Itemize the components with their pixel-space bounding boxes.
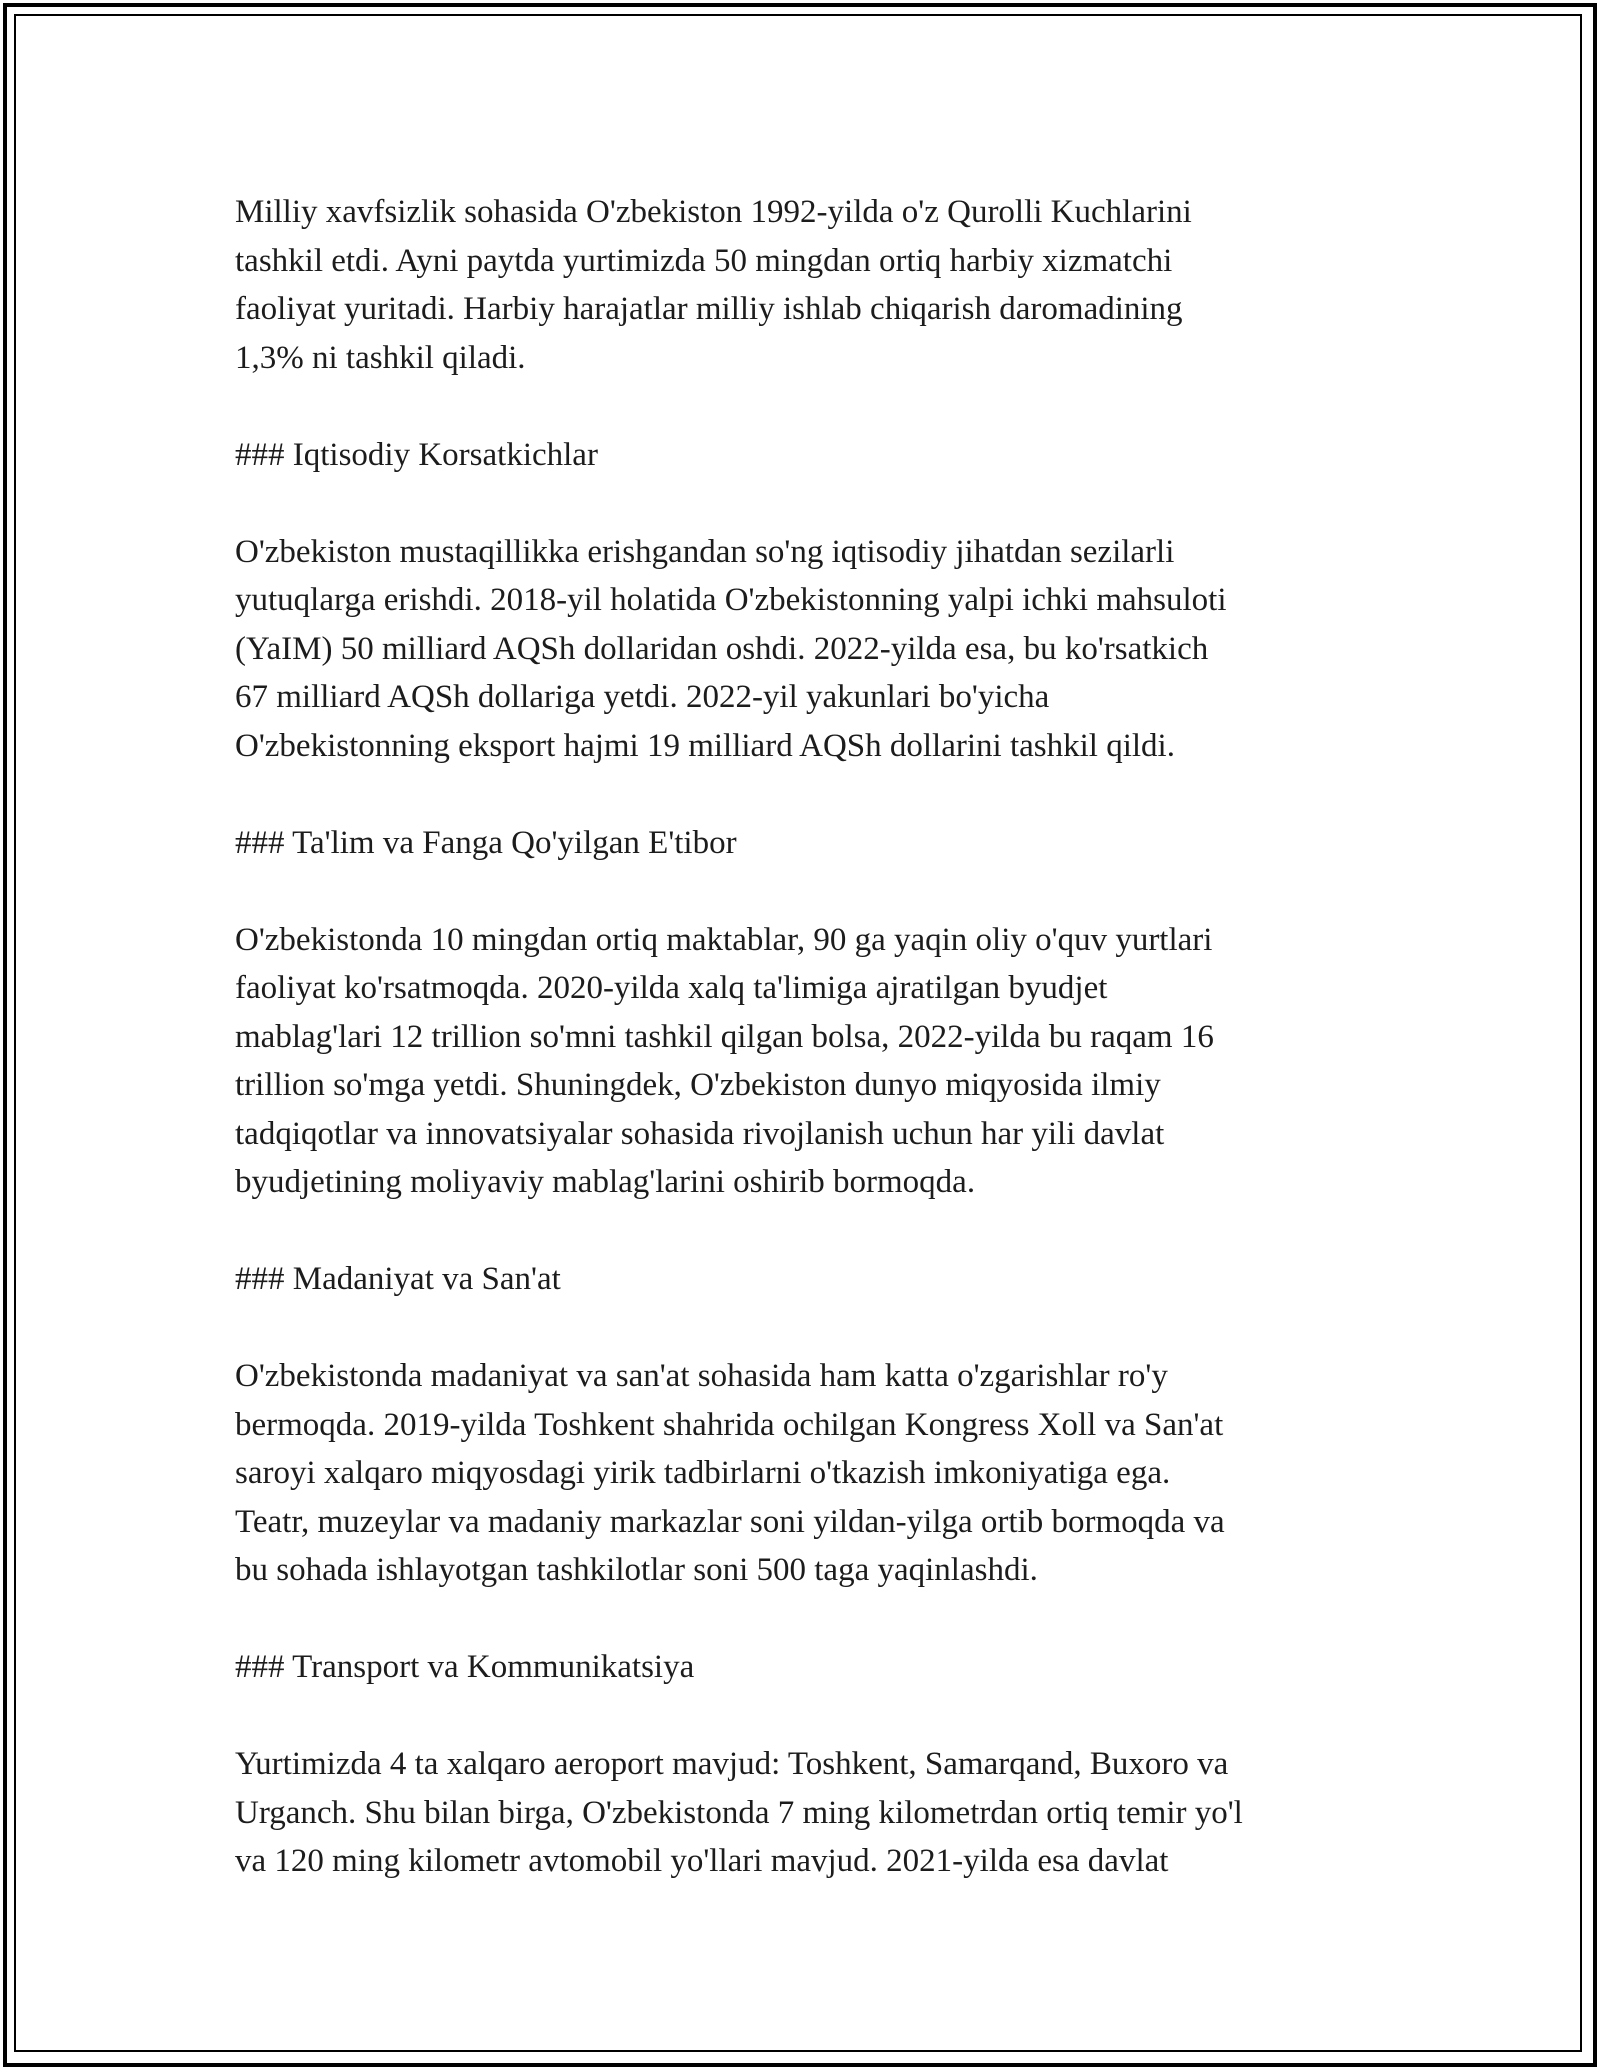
heading-economic-indicators: ### Iqtisodiy Korsatkichlar	[235, 436, 598, 473]
paragraph-transport-communication: Yurtimizda 4 ta xalqaro aeroport mavjud: Toshkent, Samarqand, Buxoro va Urganch. Shu bilan birga, O'zbekistonda 7 ming kilometrdan ortiq temir yo'l va 120 ming kilometr avtomobil yo'llari mavjud. 2021-yilda esa davlat	[235, 1746, 1243, 1879]
paragraph-national-security: Milliy xavfsizlik sohasida O'zbekiston 1992-yilda o'z Qurolli Kuchlarini tashkil etdi. Ayni paytda yurtimizda 50 mingdan ortiq harbiy xizmatchi faoliyat yuritadi. Harbiy harajatlar milliy ishlab chiqarish daromadining 1,3% ni tashkil qiladi.	[235, 194, 1192, 376]
paragraph-culture-art: O'zbekistonda madaniyat va san'at sohasida ham katta o'zgarishlar ro'y bermoqda. 2019-yilda Toshkent shahrida ochilgan Kongress Xoll va San'at saroyi xalqaro miqyosdagi yirik tadbirlarni o'tkazish imkoniyatiga ega. Teatr, muzeylar va madaniy markazlar soni yildan-yilga ortib bormoqda va bu sohada ishlayotgan tashkilotlar soni 500 taga yaqinlashdi.	[235, 1358, 1225, 1588]
heading-culture-art: ### Madaniyat va San'at	[235, 1261, 561, 1297]
heading-education-science: ### Ta'lim va Fanga Qo'yilgan E'tibor	[235, 824, 737, 861]
document-body	[235, 188, 1375, 1934]
paragraph-education-science: O'zbekistonda 10 mingdan ortiq maktablar, 90 ga yaqin oliy o'quv yurtlari faoliyat ko'rsatmoqda. 2020-yilda xalq ta'limiga ajratilgan byudjet mablag'lari 12 trillion so'mni tashkil qilgan bolsa, 2022-yilda bu raqam 16 trillion so'mga yetdi. Shuningdek, O'zbekiston dunyo miqyosida ilmiy tadqiqotlar va innovatsiyalar sohasida rivojlanish uchun har yili davlat byudjetining moliyaviy mablag'larini oshirib bormoqda.	[235, 921, 1214, 1200]
heading-transport-communication: ### Transport va Kommunikatsiya	[235, 1649, 695, 1685]
paragraph-economic-indicators: O'zbekiston mustaqillikka erishgandan so'ng iqtisodiy jihatdan sezilarli yutuqlarga erishdi. 2018-yil holatida O'zbekistonning yalpi ichki mahsuloti (YaIM) 50 milliard AQSh dollaridan oshdi. 2022-yilda esa, bu ko'rsatkich 67 milliard AQSh dollariga yetdi. 2022-yil yakunlari bo'yicha O'zbekistonning eksport hajmi 19 milliard AQSh dollarini tashkil qildi.	[235, 533, 1227, 764]
